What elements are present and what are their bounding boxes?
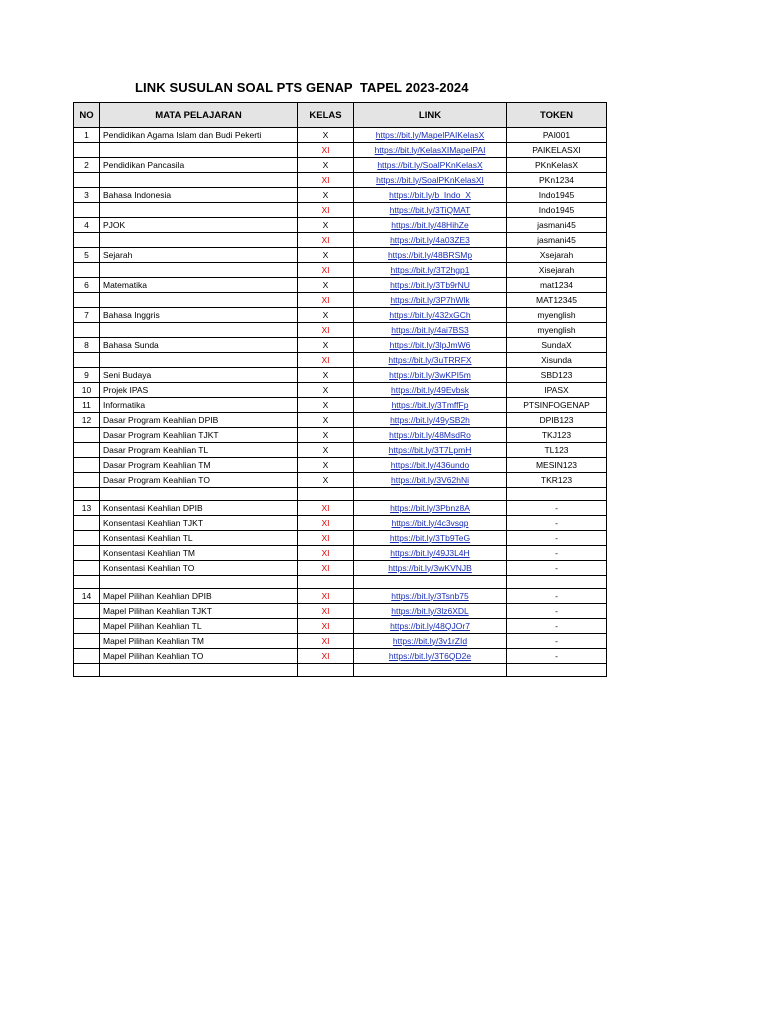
cell-mata-pelajaran: [100, 263, 298, 278]
cell-link: [354, 173, 507, 188]
link-url[interactable]: https://bit.ly/3TmffFp: [391, 399, 469, 410]
table-row: [74, 619, 607, 634]
cell-no: 2: [74, 158, 100, 173]
table-row: [74, 443, 607, 458]
cell-kelas: X: [298, 308, 354, 323]
link-url[interactable]: https://bit.ly/48HihZe: [391, 219, 469, 230]
cell-link: [354, 546, 507, 561]
cell-mata-pelajaran: Mapel Pilihan Keahlian TM: [100, 634, 298, 649]
table-row: [74, 128, 607, 143]
link-url[interactable]: https://bit.ly/3T2hgp1: [390, 264, 470, 275]
table-row: [74, 458, 607, 473]
table-row: [74, 173, 607, 188]
cell-mata-pelajaran: Sejarah: [100, 248, 298, 263]
table-row: [74, 576, 607, 589]
cell-kelas: XI: [298, 203, 354, 218]
cell-token: -: [507, 604, 607, 619]
cell-token: MAT12345: [507, 293, 607, 308]
link-url[interactable]: https://bit.ly/3lz6XDL: [391, 605, 469, 616]
cell-link: [354, 561, 507, 576]
cell-mata-pelajaran: Projek IPAS: [100, 383, 298, 398]
cell-no: 1: [74, 128, 100, 143]
cell-token: myenglish: [507, 323, 607, 338]
cell-mata-pelajaran: Konsentasi Keahlian DPIB: [100, 501, 298, 516]
cell-kelas: X: [298, 398, 354, 413]
cell-kelas: X: [298, 458, 354, 473]
cell-kelas: XI: [298, 293, 354, 308]
cell-link: [354, 263, 507, 278]
link-url[interactable]: https://bit.ly/3P7hWlk: [390, 294, 470, 305]
cell-no: [74, 531, 100, 546]
cell-token: mat1234: [507, 278, 607, 293]
cell-token: Xisunda: [507, 353, 607, 368]
cell-kelas: [298, 576, 354, 589]
cell-token: myenglish: [507, 308, 607, 323]
cell-no: [74, 649, 100, 664]
cell-mata-pelajaran: Matematika: [100, 278, 298, 293]
header-token: TOKEN: [507, 103, 607, 128]
link-url[interactable]: https://bit.ly/49Evbsk: [391, 384, 469, 395]
link-url[interactable]: https://bit.ly/3wKVNJB: [388, 562, 472, 573]
cell-link: [354, 516, 507, 531]
table-row: [74, 338, 607, 353]
cell-no: [74, 233, 100, 248]
cell-no: [74, 143, 100, 158]
cell-link: [354, 278, 507, 293]
cell-token: PTSINFOGENAP: [507, 398, 607, 413]
header-mata-pelajaran: MATA PELAJARAN: [100, 103, 298, 128]
table-row: [74, 501, 607, 516]
table-row: [74, 308, 607, 323]
cell-token: TL123: [507, 443, 607, 458]
cell-no: [74, 576, 100, 589]
link-url[interactable]: https://bit.ly/KelasXIMapelPAI: [374, 144, 486, 155]
header-kelas: KELAS: [298, 103, 354, 128]
cell-kelas: XI: [298, 173, 354, 188]
link-url[interactable]: https://bit.ly/b_Indo_X: [389, 189, 471, 200]
cell-no: [74, 634, 100, 649]
cell-mata-pelajaran: Pendidikan Agama Islam dan Budi Pekerti: [100, 128, 298, 143]
cell-token: Indo1945: [507, 203, 607, 218]
cell-token: jasmani45: [507, 218, 607, 233]
table-row: [74, 248, 607, 263]
cell-token: PAI001: [507, 128, 607, 143]
cell-link: [354, 203, 507, 218]
link-url[interactable]: https://bit.ly/SoalPKnKelasX: [377, 159, 483, 170]
link-url[interactable]: https://bit.ly/3Tb9TeG: [389, 532, 471, 543]
table-row: [74, 604, 607, 619]
cell-token: -: [507, 531, 607, 546]
table-row: [74, 263, 607, 278]
cell-mata-pelajaran: Dasar Program Keahlian TJKT: [100, 428, 298, 443]
cell-token: -: [507, 634, 607, 649]
cell-kelas: XI: [298, 649, 354, 664]
cell-kelas: XI: [298, 143, 354, 158]
link-url[interactable]: https://bit.ly/3v1rZId: [392, 635, 468, 646]
cell-link: [354, 443, 507, 458]
cell-kelas: X: [298, 383, 354, 398]
cell-kelas: X: [298, 128, 354, 143]
table-row: [74, 368, 607, 383]
cell-kelas: XI: [298, 619, 354, 634]
cell-mata-pelajaran: Informatika: [100, 398, 298, 413]
cell-no: [74, 203, 100, 218]
cell-mata-pelajaran: [100, 576, 298, 589]
table-row: [74, 188, 607, 203]
cell-no: 3: [74, 188, 100, 203]
cell-mata-pelajaran: [100, 143, 298, 158]
cell-mata-pelajaran: Mapel Pilihan Keahlian TO: [100, 649, 298, 664]
cell-token: Xsejarah: [507, 248, 607, 263]
cell-mata-pelajaran: Konsentasi Keahlian TO: [100, 561, 298, 576]
cell-mata-pelajaran: Seni Budaya: [100, 368, 298, 383]
cell-kelas: XI: [298, 634, 354, 649]
cell-mata-pelajaran: Konsentasi Keahlian TM: [100, 546, 298, 561]
link-url[interactable]: https://bit.ly/49J3L4H: [390, 547, 470, 558]
table-row: [74, 218, 607, 233]
cell-mata-pelajaran: PJOK: [100, 218, 298, 233]
cell-no: [74, 458, 100, 473]
cell-no: 13: [74, 501, 100, 516]
cell-kelas: X: [298, 443, 354, 458]
cell-mata-pelajaran: Dasar Program Keahlian TM: [100, 458, 298, 473]
cell-token: [507, 664, 607, 677]
cell-mata-pelajaran: [100, 293, 298, 308]
table-row: [74, 428, 607, 443]
cell-link: [354, 128, 507, 143]
cell-link: [354, 634, 507, 649]
cell-mata-pelajaran: [100, 233, 298, 248]
link-url[interactable]: https://bit.ly/3Tb9rNU: [390, 279, 470, 290]
cell-token: PKn1234: [507, 173, 607, 188]
table-row: [74, 561, 607, 576]
cell-token: jasmani45: [507, 233, 607, 248]
cell-no: [74, 443, 100, 458]
cell-kelas: XI: [298, 516, 354, 531]
cell-no: [74, 473, 100, 488]
cell-kelas: X: [298, 158, 354, 173]
cell-kelas: X: [298, 413, 354, 428]
cell-link: [354, 664, 507, 677]
table-row: [74, 233, 607, 248]
cell-kelas: X: [298, 368, 354, 383]
cell-mata-pelajaran: Konsentasi Keahlian TJKT: [100, 516, 298, 531]
cell-mata-pelajaran: [100, 664, 298, 677]
cell-link: [354, 248, 507, 263]
cell-token: -: [507, 546, 607, 561]
cell-kelas: X: [298, 338, 354, 353]
table-row: [74, 293, 607, 308]
cell-no: 10: [74, 383, 100, 398]
header-no: NO: [74, 103, 100, 128]
cell-token: TKJ123: [507, 428, 607, 443]
cell-no: 5: [74, 248, 100, 263]
table-row: [74, 323, 607, 338]
cell-token: DPIB123: [507, 413, 607, 428]
cell-mata-pelajaran: Bahasa Indonesia: [100, 188, 298, 203]
cell-token: Xisejarah: [507, 263, 607, 278]
cell-mata-pelajaran: Mapel Pilihan Keahlian TJKT: [100, 604, 298, 619]
cell-no: 8: [74, 338, 100, 353]
cell-token: [507, 488, 607, 501]
link-url[interactable]: https://bit.ly/3T7LpmH: [388, 444, 472, 455]
cell-no: [74, 263, 100, 278]
cell-link: [354, 293, 507, 308]
cell-kelas: X: [298, 188, 354, 203]
cell-mata-pelajaran: [100, 173, 298, 188]
cell-no: 7: [74, 308, 100, 323]
cell-token: PKnKelasX: [507, 158, 607, 173]
cell-mata-pelajaran: Bahasa Inggris: [100, 308, 298, 323]
cell-link: [354, 383, 507, 398]
cell-no: [74, 619, 100, 634]
cell-mata-pelajaran: Dasar Program Keahlian TO: [100, 473, 298, 488]
cell-token: PAIKELASXI: [507, 143, 607, 158]
cell-no: [74, 323, 100, 338]
link-url[interactable]: https://bit.ly/432xGCh: [389, 309, 471, 320]
cell-token: IPASX: [507, 383, 607, 398]
cell-kelas: X: [298, 473, 354, 488]
table-body: [74, 128, 607, 677]
table-row: [74, 353, 607, 368]
table-row: [74, 158, 607, 173]
cell-link: [354, 218, 507, 233]
cell-kelas: XI: [298, 531, 354, 546]
cell-token: MESIN123: [507, 458, 607, 473]
link-url[interactable]: https://bit.ly/3uTRRFX: [388, 354, 472, 365]
cell-mata-pelajaran: Mapel Pilihan Keahlian TL: [100, 619, 298, 634]
cell-kelas: XI: [298, 323, 354, 338]
cell-link: [354, 398, 507, 413]
table-row: [74, 383, 607, 398]
table-row: [74, 413, 607, 428]
cell-mata-pelajaran: [100, 203, 298, 218]
cell-no: [74, 293, 100, 308]
cell-kelas: [298, 488, 354, 501]
table-row: [74, 203, 607, 218]
cell-kelas: XI: [298, 561, 354, 576]
cell-token: TKR123: [507, 473, 607, 488]
cell-kelas: X: [298, 428, 354, 443]
link-url[interactable]: https://bit.ly/4ai7BS3: [391, 324, 469, 335]
link-url[interactable]: https://bit.ly/3Tsnb75: [391, 590, 469, 601]
cell-token: -: [507, 516, 607, 531]
cell-link: [354, 338, 507, 353]
cell-no: 12: [74, 413, 100, 428]
cell-no: [74, 546, 100, 561]
link-url[interactable]: https://bit.ly/MapelPAIKelasX: [375, 129, 485, 140]
table-row: [74, 634, 607, 649]
link-url[interactable]: https://bit.ly/3V62hNi: [391, 474, 469, 485]
cell-token: -: [507, 561, 607, 576]
cell-kelas: XI: [298, 501, 354, 516]
cell-token: -: [507, 501, 607, 516]
cell-kelas: XI: [298, 353, 354, 368]
link-url[interactable]: https://bit.ly/3lpJmW6: [389, 339, 471, 350]
cell-link: [354, 619, 507, 634]
cell-no: [74, 173, 100, 188]
cell-link: [354, 143, 507, 158]
cell-mata-pelajaran: Pendidikan Pancasila: [100, 158, 298, 173]
cell-kelas: XI: [298, 233, 354, 248]
cell-link: [354, 488, 507, 501]
cell-kelas: XI: [298, 589, 354, 604]
cell-link: [354, 576, 507, 589]
cell-no: [74, 561, 100, 576]
cell-token: SundaX: [507, 338, 607, 353]
cell-mata-pelajaran: [100, 353, 298, 368]
cell-no: 11: [74, 398, 100, 413]
cell-mata-pelajaran: [100, 488, 298, 501]
cell-kelas: XI: [298, 546, 354, 561]
table-row: [74, 589, 607, 604]
page-title: LINK SUSULAN SOAL PTS GENAP TAPEL 2023-2024: [135, 80, 469, 95]
cell-no: 14: [74, 589, 100, 604]
cell-mata-pelajaran: Bahasa Sunda: [100, 338, 298, 353]
cell-kelas: XI: [298, 604, 354, 619]
cell-link: [354, 428, 507, 443]
cell-link: [354, 649, 507, 664]
link-url[interactable]: https://bit.ly/3TiQMAT: [389, 204, 471, 215]
table-row: [74, 278, 607, 293]
link-url[interactable]: https://bit.ly/SoalPKnKelasXI: [376, 174, 484, 185]
cell-kelas: XI: [298, 263, 354, 278]
link-url[interactable]: https://bit.ly/49ySB2h: [390, 414, 470, 425]
cell-link: [354, 501, 507, 516]
cell-link: [354, 233, 507, 248]
header-link: LINK: [354, 103, 507, 128]
table-row: [74, 488, 607, 501]
link-url[interactable]: https://bit.ly/3wKPI5m: [389, 369, 471, 380]
cell-no: [74, 604, 100, 619]
cell-link: [354, 604, 507, 619]
link-table: [73, 102, 607, 677]
cell-link: [354, 531, 507, 546]
cell-link: [354, 353, 507, 368]
cell-token: -: [507, 589, 607, 604]
cell-link: [354, 188, 507, 203]
table-row: [74, 664, 607, 677]
table-row: [74, 516, 607, 531]
link-url[interactable]: https://bit.ly/48MsdRo: [389, 429, 471, 440]
table-row: [74, 473, 607, 488]
cell-link: [354, 158, 507, 173]
cell-no: 9: [74, 368, 100, 383]
cell-token: Indo1945: [507, 188, 607, 203]
cell-link: [354, 473, 507, 488]
table-row: [74, 143, 607, 158]
cell-kelas: X: [298, 278, 354, 293]
cell-token: [507, 576, 607, 589]
link-url[interactable]: https://bit.ly/48BRSMp: [387, 249, 473, 260]
cell-link: [354, 413, 507, 428]
cell-kelas: X: [298, 218, 354, 233]
cell-link: [354, 589, 507, 604]
cell-no: [74, 428, 100, 443]
link-url[interactable]: https://bit.ly/3T6QD2e: [388, 650, 472, 661]
link-url[interactable]: https://bit.ly/4c3vsqp: [391, 517, 469, 528]
link-url[interactable]: https://bit.ly/4a03ZE3: [390, 234, 470, 245]
link-url[interactable]: https://bit.ly/436undo: [390, 459, 470, 470]
table-row: [74, 398, 607, 413]
cell-kelas: X: [298, 248, 354, 263]
table-header-row: [74, 103, 607, 128]
cell-link: [354, 308, 507, 323]
table-row: [74, 649, 607, 664]
cell-link: [354, 458, 507, 473]
cell-kelas: [298, 664, 354, 677]
cell-token: -: [507, 649, 607, 664]
cell-link: [354, 368, 507, 383]
cell-mata-pelajaran: Konsentasi Keahlian TL: [100, 531, 298, 546]
cell-token: -: [507, 619, 607, 634]
cell-no: [74, 488, 100, 501]
table-row: [74, 531, 607, 546]
cell-no: [74, 516, 100, 531]
cell-token: SBD123: [507, 368, 607, 383]
cell-mata-pelajaran: Dasar Program Keahlian TL: [100, 443, 298, 458]
link-url[interactable]: https://bit.ly/48QJOr7: [390, 620, 470, 631]
link-url[interactable]: https://bit.ly/3Pbnz8A: [390, 502, 470, 513]
cell-mata-pelajaran: Dasar Program Keahlian DPIB: [100, 413, 298, 428]
cell-no: [74, 353, 100, 368]
cell-no: 4: [74, 218, 100, 233]
cell-link: [354, 323, 507, 338]
table-row: [74, 546, 607, 561]
cell-mata-pelajaran: Mapel Pilihan Keahlian DPIB: [100, 589, 298, 604]
cell-mata-pelajaran: [100, 323, 298, 338]
cell-no: [74, 664, 100, 677]
cell-no: 6: [74, 278, 100, 293]
